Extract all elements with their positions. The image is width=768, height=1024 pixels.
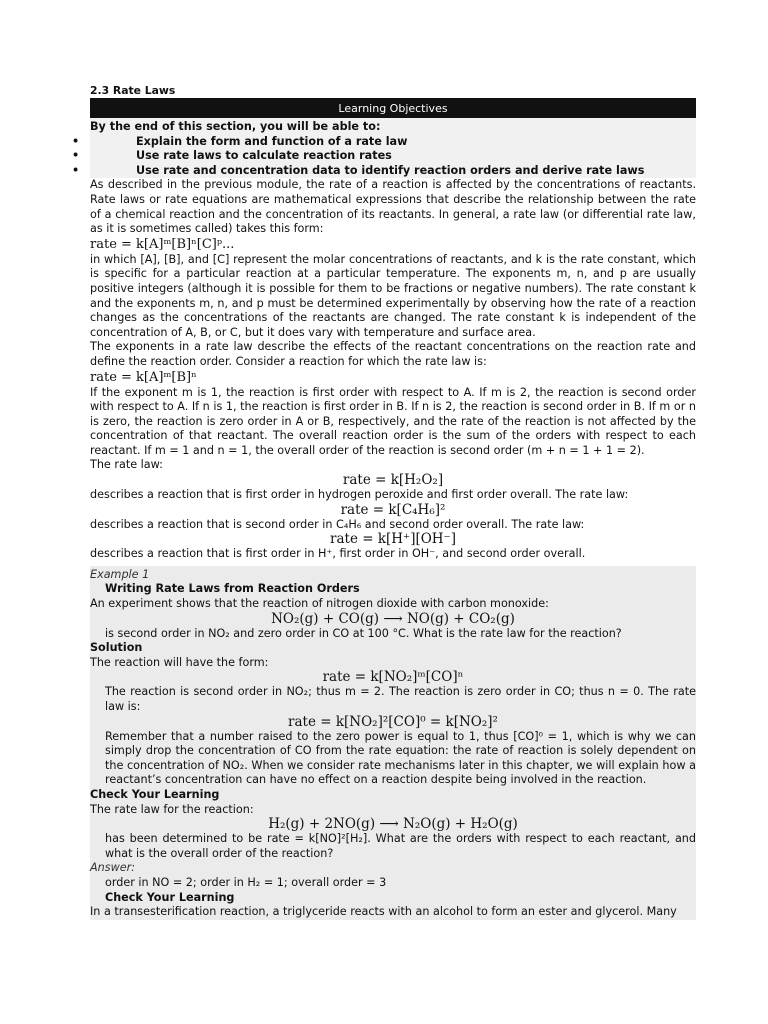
solution-text-2: The reaction is second order in NO₂; thus m = 2. The reaction is zero order in CO; thus n = 0. The rate law is:: [105, 685, 696, 713]
paragraph-h2o2-desc: describes a reaction that is first order in hydrogen peroxide and first order overall. The rate law:: [90, 488, 629, 502]
solution-text-3: Remember that a number raised to the zero power is equal to 1, thus [CO]⁰ = 1, which is why we can simply drop the concentration of CO from the rate equation: the rate of reaction is solely dependent on the concentration of NO₂. When we consider rate mechanisms later in this chapter, we will explain how a reactant’s concentration can have no effect on a reaction despite being involved in the reaction.: [105, 729, 696, 787]
bullet-icon: •: [72, 149, 80, 163]
document-page: [72, 84, 696, 920]
check-text-1: The rate law for the reaction:: [90, 802, 254, 816]
transesterification-text: In a transesterification reaction, a triglyceride reacts with an alcohol to form an ester and glycerol. Many: [90, 905, 677, 919]
section-heading: 2.3 Rate Laws: [90, 84, 176, 97]
solution-text-1: The reaction will have the form:: [90, 655, 269, 669]
objective-item: • Explain the form and function of a rate law: [72, 134, 408, 148]
example-title: Writing Rate Laws from Reaction Orders: [105, 582, 360, 596]
objective-item: • Use rate and concentration data to identify reaction orders and derive rate laws: [72, 163, 645, 177]
objective-item: • Use rate laws to calculate reaction rates: [72, 149, 392, 163]
equation-general-rate-law: rate = k[A]ᵐ[B]ⁿ[C]ᵖ...: [90, 236, 235, 252]
paragraph-rate-law-label: The rate law:: [90, 458, 163, 472]
paragraph-intro: As described in the previous module, the rate of a reaction is affected by the concentrations of reactants. Rate laws or rate equations are mathematical expressions that describe the relationship between the rate of a chemical reaction and the concentration of its reactants. In general, a rate law (or differential rate law, as it is sometimes called) takes this form:: [90, 178, 696, 236]
objectives-intro: By the end of this section, you will be able to:: [90, 120, 381, 133]
learning-objectives-bar: Learning Objectives: [90, 98, 696, 118]
paragraph-exponents: The exponents in a rate law describe the effects of the reactant concentrations on the reaction rate and define the reaction order. Consider a reaction for which the rate law is:: [90, 340, 696, 368]
answer-text: order in NO = 2; order in H₂ = 1; overall order = 3: [105, 875, 387, 889]
example-label: Example 1: [90, 567, 150, 581]
example-question: is second order in NO₂ and zero order in CO at 100 °C. What is the rate law for the reaction?: [105, 626, 622, 640]
answer-label: Answer:: [90, 861, 135, 875]
equation-no2-co: NO₂(g) + CO(g) ⟶ NO(g) + CO₂(g): [271, 610, 515, 627]
example-box: [90, 566, 696, 920]
learning-objectives-box: [72, 118, 696, 178]
paragraph-reaction-order: If the exponent m is 1, the reaction is first order with respect to A. If m is 2, the reaction is second order with respect to A. If n is 1, the reaction is first order in B. If n is 2, the reaction is second order in B. If m or n is zero, the reaction is zero order in A or B, respectively, and the rate of the reaction is not affected by the concentration of that reactant. The overall reaction order is the sum of the orders with respect to each reactant. If m = 1 and n = 1, the overall order of the reaction is second order (m + n = 1 + 1 = 2).: [90, 385, 696, 457]
paragraph-c4h6-desc: describes a reaction that is second order in C₄H₆ and second order overall. The rate law:: [90, 517, 585, 531]
check-learning-label: Check Your Learning: [90, 787, 220, 801]
check-text-2: has been determined to be rate = k[NO]²[H₂]. What are the orders with respect to each reactant, and what is the overall order of the reaction?: [105, 832, 696, 860]
bullet-icon: •: [72, 163, 80, 177]
solution-label: Solution: [90, 641, 143, 655]
equation-rate-law-result: rate = k[NO₂]²[CO]⁰ = k[NO₂]²: [288, 713, 498, 730]
check-learning-label-2: Check Your Learning: [105, 890, 235, 904]
equation-h2o2: rate = k[H₂O₂]: [342, 472, 444, 489]
equation-rate-form: rate = k[NO₂]ᵐ[CO]ⁿ: [322, 669, 464, 686]
example-intro: An experiment shows that the reaction of nitrogen dioxide with carbon monoxide:: [90, 597, 549, 611]
bullet-icon: •: [72, 134, 80, 148]
paragraph-h-oh-desc: describes a reaction that is first order in H⁺, first order in OH⁻, and second order overall.: [90, 547, 586, 561]
equation-h2-no: H₂(g) + 2NO(g) ⟶ N₂O(g) + H₂O(g): [268, 816, 518, 833]
equation-rate-law-mn: rate = k[A]ᵐ[B]ⁿ: [90, 369, 197, 385]
equation-c4h6: rate = k[C₄H₆]²: [340, 501, 446, 518]
paragraph-rate-constant: in which [A], [B], and [C] represent the molar concentrations of reactants, and k is the rate constant, which is specific for a particular reaction at a particular temperature. The exponents m, n, and p are usually positive integers (although it is possible for them to be fractions or negative numbers). The rate constant k and the exponents m, n, and p must be determined experimentally by observing how the rate of a reaction changes as the concentrations of the reactants are changed. The rate constant k is independent of the concentration of A, B, or C, but it does vary with temperature and surface area.: [90, 252, 696, 339]
equation-h-oh: rate = k[H⁺][OH⁻]: [330, 531, 456, 548]
